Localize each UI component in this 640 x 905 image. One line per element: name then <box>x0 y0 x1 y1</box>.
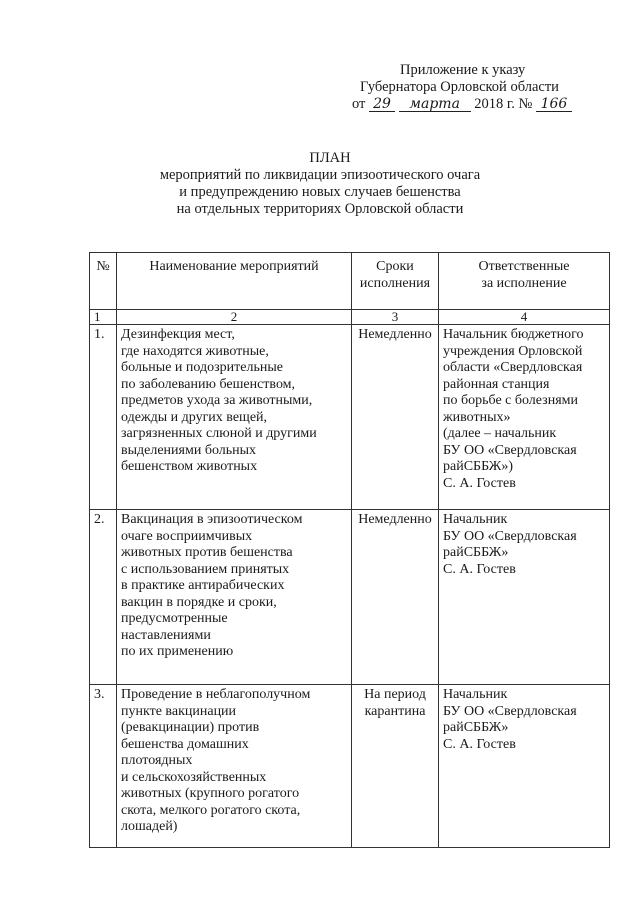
cell-line: по заболеванию бешенством, <box>121 376 296 392</box>
cell-line: районная станция <box>443 376 550 392</box>
cell-line: Вакцинация в эпизоотическом <box>121 512 303 527</box>
handwritten-month: марта <box>399 97 471 112</box>
appendix-block <box>352 62 592 113</box>
cell-line: очаге восприимчивых <box>121 528 253 544</box>
title-line-3: и предупреждению новых случаев бешенства <box>179 184 461 200</box>
appendix-year: 2018 г. № <box>474 96 533 112</box>
cell-line: (ревакцинации) против <box>121 720 260 735</box>
appendix-line-2: Губернатора Орловской области <box>360 79 559 95</box>
cell-line: С. А. Гостев <box>443 475 516 491</box>
cell-line: БУ ОО «Свердловская <box>443 703 577 719</box>
table-row <box>90 510 610 685</box>
cell-line: С. А. Гостев <box>443 736 516 752</box>
appendix-prefix: от <box>352 96 366 112</box>
cell-line: плотоядных <box>121 753 193 768</box>
cell-line: по их применению <box>121 644 234 659</box>
row-responsible <box>439 510 610 685</box>
column-number-row <box>90 310 610 325</box>
cell-line: бешенства домашних <box>121 736 249 752</box>
cell-line: одежды и других вещей, <box>121 409 268 425</box>
cell-line: загрязненных слюной и другими <box>121 426 317 441</box>
col-number: 1 <box>90 310 117 325</box>
cell-line: животных» <box>443 409 511 425</box>
cell-line: Начальник <box>443 687 508 702</box>
header-term <box>352 253 439 310</box>
header-name: Наименование мероприятий <box>117 253 352 310</box>
row-responsible <box>439 325 610 510</box>
appendix-line-1: Приложение к указу <box>400 62 526 78</box>
cell-line: по борьбе с болезнями <box>443 393 578 408</box>
row-term <box>352 685 439 848</box>
cell-line: животных против бешенства <box>121 545 293 560</box>
document-title <box>0 150 640 218</box>
cell-line: райСББЖ» <box>443 545 509 560</box>
row-name <box>117 685 352 848</box>
cell-line: наставлениями <box>121 627 211 643</box>
cell-line: Начальник <box>443 512 508 527</box>
row-num: 1. <box>90 325 117 510</box>
cell-line: вакцин в порядке и сроки, <box>121 594 277 610</box>
cell-line: Начальник бюджетного <box>443 327 584 342</box>
row-name <box>117 325 352 510</box>
row-name <box>117 510 352 685</box>
table-row <box>90 325 610 510</box>
cell-line: БУ ОО «Свердловская <box>443 528 577 544</box>
title-line-4: на отдельных территориях Орловской области <box>176 201 464 217</box>
cell-line: больные и подозрительные <box>121 360 283 375</box>
cell-line: предметов ухода за животными, <box>121 393 313 408</box>
header-resp-line-1: Ответственные <box>478 259 570 274</box>
cell-line: животных (крупного рогатого <box>121 786 300 801</box>
header-term-line-2: исполнения <box>359 275 431 291</box>
cell-line: карантина <box>364 703 426 719</box>
cell-line: предусмотренные <box>121 611 228 626</box>
cell-line: БУ ОО «Свердловская <box>443 442 577 458</box>
table-row <box>90 685 610 848</box>
appendix-line-3 <box>352 96 592 113</box>
table-header-row <box>90 253 610 310</box>
cell-line: и сельскохозяйственных <box>121 769 267 785</box>
cell-line: выделениями больных <box>121 442 257 458</box>
title-line-1: ПЛАН <box>309 150 351 166</box>
cell-line: учреждения Орловской <box>443 343 583 359</box>
cell-line: райСББЖ») <box>443 459 513 474</box>
row-num: 3. <box>90 685 117 848</box>
cell-line: Проведение в неблагополучном <box>121 687 311 702</box>
cell-line: бешенством животных <box>121 459 258 474</box>
cell-line: райСББЖ» <box>443 720 509 735</box>
title-line-2: мероприятий по ликвидации эпизоотического очага <box>159 167 481 183</box>
cell-line: (далее – начальник <box>443 426 557 441</box>
cell-line: лошадей) <box>121 819 178 834</box>
plan-table <box>89 252 610 848</box>
cell-line: пункте вакцинации <box>121 703 237 719</box>
header-responsible <box>439 253 610 310</box>
row-num: 2. <box>90 510 117 685</box>
cell-line: С. А. Гостев <box>443 561 516 577</box>
handwritten-day: 29 <box>369 97 395 112</box>
cell-line: На период <box>364 687 426 702</box>
cell-line: Немедленно <box>358 512 432 527</box>
cell-line: скота, мелкого рогатого скота, <box>121 802 301 818</box>
row-responsible <box>439 685 610 848</box>
row-term <box>352 510 439 685</box>
cell-line: где находятся животные, <box>121 343 269 359</box>
col-number: 4 <box>439 310 610 325</box>
row-term <box>352 325 439 510</box>
cell-line: Дезинфекция мест, <box>121 327 235 342</box>
col-number: 3 <box>352 310 439 325</box>
cell-line: Немедленно <box>358 327 432 342</box>
header-resp-line-2: за исполнение <box>481 275 567 291</box>
header-term-line-1: Сроки <box>376 259 414 274</box>
cell-line: в практике антирабических <box>121 578 285 593</box>
cell-line: с использованием принятых <box>121 561 290 577</box>
col-number: 2 <box>117 310 352 325</box>
header-num: № <box>90 253 117 310</box>
handwritten-number: 166 <box>536 97 572 112</box>
cell-line: области «Свердловская <box>443 360 583 375</box>
